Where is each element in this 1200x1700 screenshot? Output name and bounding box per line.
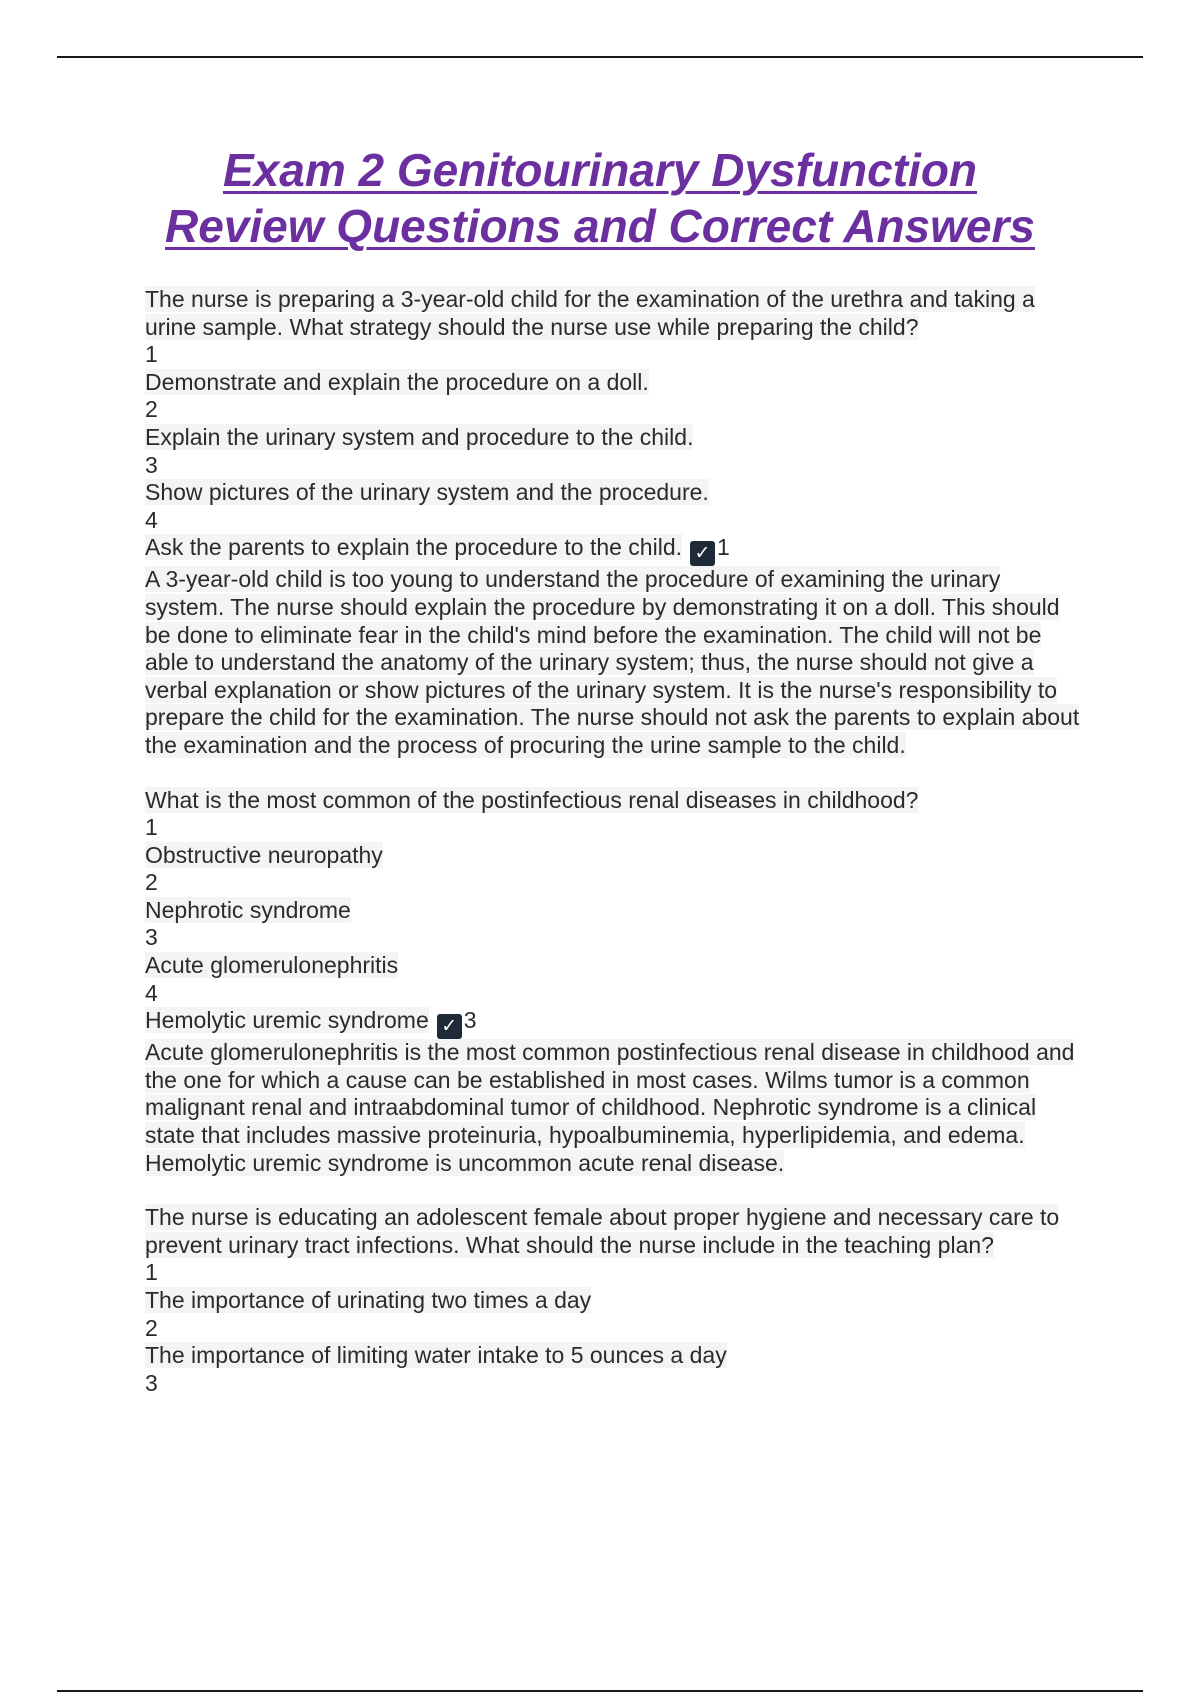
option-number: 1 xyxy=(145,814,158,841)
option-text: Ask the parents to explain the procedure to the child. xyxy=(145,534,682,561)
check-box-icon: ✓ xyxy=(690,541,715,566)
top-rule xyxy=(57,56,1143,58)
document-body xyxy=(145,286,1085,1397)
question-prompt: What is the most common of the postinfectious renal diseases in childhood? xyxy=(145,786,919,813)
option-number: 4 xyxy=(145,506,158,533)
question-block-1 xyxy=(145,286,1085,760)
option-text: Nephrotic syndrome xyxy=(145,896,351,923)
question-block-2 xyxy=(145,787,1085,1178)
check-box-icon: ✓ xyxy=(437,1014,462,1039)
option-text: Obstructive neuropathy xyxy=(145,841,383,868)
rationale-text: A 3-year-old child is too young to understand the procedure of examining the urinary system. The nurse should explain the procedure by demonstrating it on a doll. This should be done to eliminate fear in the child's mind before the examination. The child will not be able to understand the anatomy of the urinary system; thus, the nurse should not give a verbal explanation or show pictures of the urinary system. It is the nurse's responsibility to prepare the child for the examination. The nurse should not ask the parents to explain about the examination and the process of procuring the urine sample to the child. xyxy=(145,566,1080,758)
correct-answer: 3 xyxy=(463,1007,477,1034)
rationale-text: Acute glomerulonephritis is the most common postinfectious renal disease in childhood and the one for which a cause can be established in most cases. Wilms tumor is a common malignant renal and intraabdominal tumor of childhood. Nephrotic syndrome is a clinical state that includes massive proteinuria, hypoalbuminemia, hyperlipidemia, and edema. Hemolytic uremic syndrome is uncommon acute renal disease. xyxy=(145,1039,1075,1176)
option-text: The importance of limiting water intake to 5 ounces a day xyxy=(145,1342,727,1369)
question-prompt: The nurse is preparing a 3-year-old child for the examination of the urethra and taking a urine sample. What strategy should the nurse use while preparing the child? xyxy=(145,286,1035,340)
correct-answer: 1 xyxy=(717,534,730,561)
option-text: Show pictures of the urinary system and the procedure. xyxy=(145,479,709,506)
option-number: 1 xyxy=(145,341,158,368)
option-number: 2 xyxy=(145,396,158,423)
option-number: 2 xyxy=(145,869,158,896)
page-title xyxy=(100,142,1100,254)
option-number: 3 xyxy=(145,451,158,478)
title-line-2: Review Questions and Correct Answers xyxy=(164,200,1035,252)
title-line-1: Exam 2 Genitourinary Dysfunction xyxy=(222,144,978,196)
option-text: Explain the urinary system and procedure to the child. xyxy=(145,423,694,450)
option-text: Hemolytic uremic syndrome xyxy=(145,1007,429,1034)
option-number: 4 xyxy=(145,979,158,1006)
option-number: 3 xyxy=(145,1369,158,1396)
question-block-3 xyxy=(145,1204,1085,1397)
question-prompt: The nurse is educating an adolescent female about proper hygiene and necessary care to prevent urinary tract infections. What should the nurse include in the teaching plan? xyxy=(145,1204,1060,1258)
option-text: Demonstrate and explain the procedure on a doll. xyxy=(145,368,649,395)
option-text: The importance of urinating two times a day xyxy=(145,1287,592,1313)
option-number: 2 xyxy=(145,1314,158,1341)
bottom-rule xyxy=(57,1690,1143,1692)
option-number: 3 xyxy=(145,924,158,951)
option-text: Acute glomerulonephritis xyxy=(145,952,399,979)
option-number: 1 xyxy=(145,1259,158,1286)
